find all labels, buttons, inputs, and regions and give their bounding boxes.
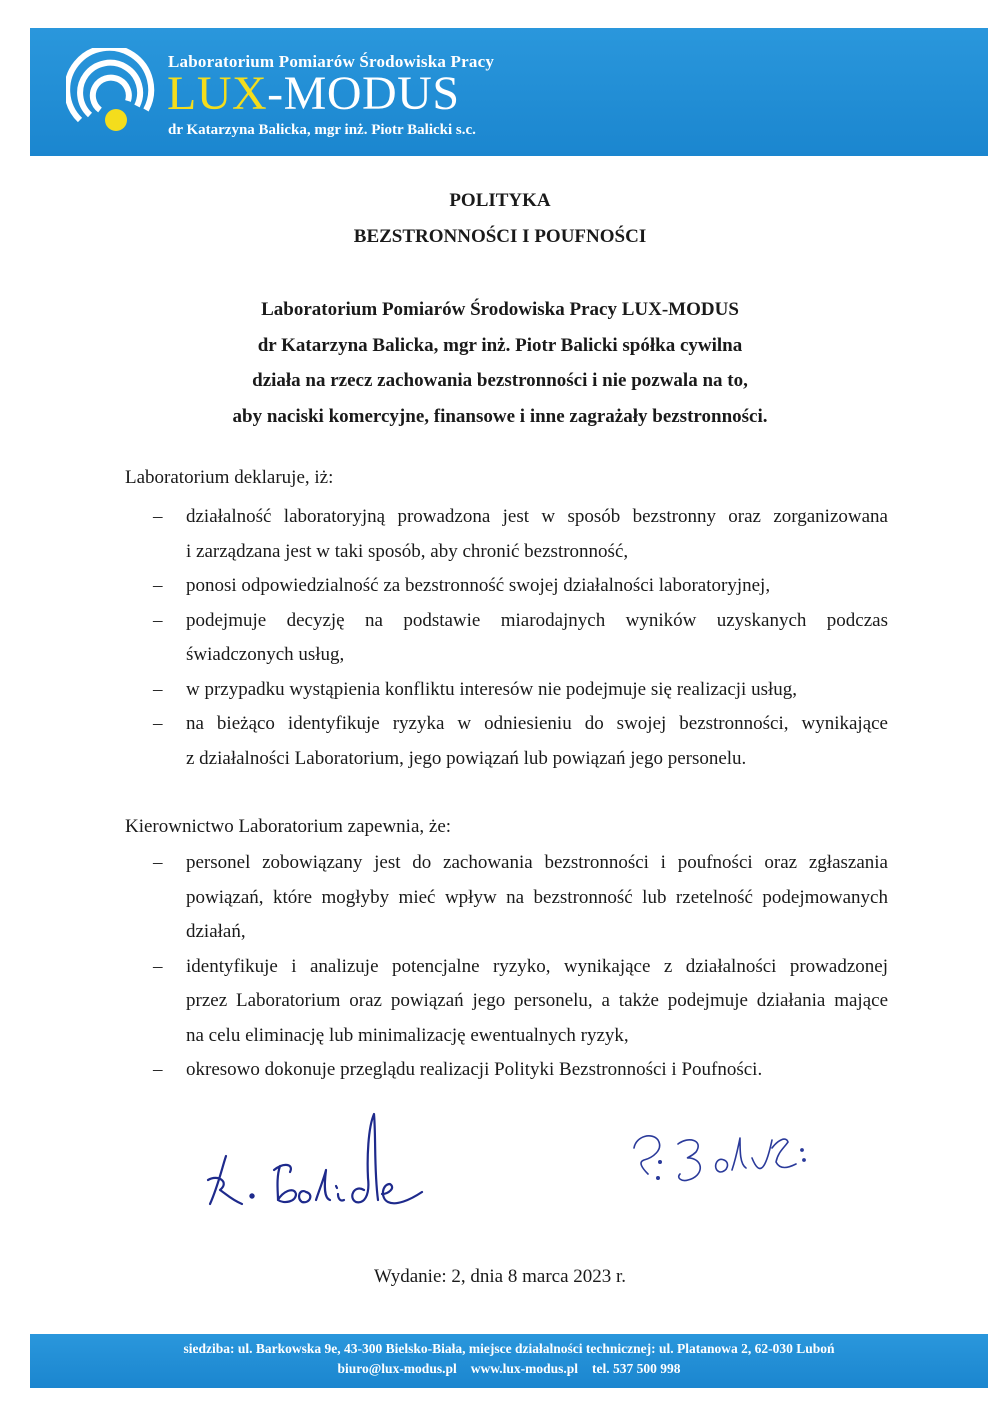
lab-name: Laboratorium Pomiarów Środowiska Pracy — [168, 52, 495, 71]
intro-paragraph — [0, 292, 1000, 434]
brand-dash: - — [267, 67, 284, 120]
list-item — [125, 707, 888, 776]
owners-line: dr Katarzyna Balicka, mgr inż. Piotr Balicki s.c. — [168, 122, 476, 138]
brand-name — [167, 66, 460, 122]
header-band — [30, 28, 988, 156]
list-item — [125, 846, 888, 950]
intro-line: dr Katarzyna Balicka, mgr inż. Piotr Balicki spółka cywilna — [257, 334, 743, 356]
list-item — [125, 569, 888, 604]
bullet-dash: – — [153, 678, 163, 700]
bullet-dash: – — [153, 1059, 163, 1080]
list-item-line: na celu eliminację lub minimalizację ewentualnych ryzyk, — [186, 1024, 629, 1046]
bullet-dash: – — [153, 713, 163, 734]
list-item — [125, 950, 888, 1054]
footer-contact — [30, 1359, 988, 1379]
signature-right — [628, 1118, 848, 1198]
section1-list — [125, 500, 888, 776]
footer-band — [30, 1334, 988, 1388]
bullet-dash: – — [153, 506, 163, 527]
list-item-line: podejmuje decyzję na podstawie miarodajnych wyników uzyskanych podczas — [186, 609, 888, 631]
intro-line: aby naciski komercyjne, finansowe i inne zagrażały bezstronności. — [232, 405, 768, 427]
list-item — [125, 673, 888, 708]
footer-address: siedziba: ul. Barkowska 9e, 43-300 Bielsko-Biała, miejsce działalności technicznej: ul. Platanowa 2, 62-030 Luboń — [183, 1341, 835, 1356]
section2-lead: Kierownictwo Laboratorium zapewnia, że: — [125, 816, 452, 837]
list-item-line: działań, — [186, 921, 246, 942]
intro-line: Laboratorium Pomiarów Środowiska Pracy LUX-MODUS — [261, 299, 739, 320]
list-item — [125, 1053, 888, 1088]
bullet-dash: – — [153, 609, 163, 631]
document-title-line1: POLITYKA — [449, 190, 551, 211]
list-item — [125, 500, 888, 569]
footer-email-link[interactable]: biuro@lux-modus.pl — [337, 1361, 457, 1376]
document-title-line2: BEZSTRONNOŚCI I POUFNOŚCI — [353, 226, 647, 247]
list-item-line: świadczonych usług, — [186, 644, 345, 665]
footer-website-link[interactable]: www.lux-modus.pl — [470, 1361, 579, 1376]
edition-info: Wydanie: 2, dnia 8 marca 2023 r. — [373, 1266, 627, 1287]
brand-modus: MODUS — [283, 67, 460, 120]
brand-lux: LUX — [167, 67, 268, 120]
list-item-line: z działalności Laboratorium, jego powiązań lub powiązań jego personelu. — [186, 747, 747, 769]
list-item-line: w przypadku wystąpienia konfliktu interesów nie podejmuje się realizacji usług, — [186, 678, 797, 700]
list-item-line: na bieżąco identyfikuje ryzyka w odniesieniu do swojej bezstronności, wynikające — [186, 713, 888, 734]
intro-line: działa na rzecz zachowania bezstronności i nie pozwala na to, — [252, 370, 748, 391]
section1-lead: Laboratorium deklaruje, iż: — [125, 467, 334, 488]
list-item-line: działalność laboratoryjną prowadzona jest w sposób bezstronny oraz zorganizowana — [186, 506, 888, 527]
bullet-dash: – — [153, 575, 163, 596]
list-item-line: przez Laboratorium oraz powiązań jego personelu, a także podejmuje działania mające — [186, 990, 888, 1011]
list-item-line: personel zobowiązany jest do zachowania bezstronności i poufności oraz zgłaszania — [186, 852, 888, 873]
bullet-dash: – — [153, 852, 163, 873]
list-item-line: ponosi odpowiedzialność za bezstronność swojej działalności laboratoryjnej, — [186, 575, 771, 596]
list-item-line: i zarządzana jest w taki sposób, aby chronić bezstronność, — [186, 540, 629, 562]
list-item — [125, 604, 888, 673]
list-item-line: okresowo dokonuje przeglądu realizacji Polityki Bezstronności i Poufności. — [186, 1059, 763, 1080]
bullet-dash: – — [153, 955, 163, 977]
signature-left — [196, 1108, 436, 1218]
list-item-line: powiązań, które mogłyby mieć wpływ na bezstronność lub rzetelność podejmowanych — [186, 886, 888, 908]
footer-phone: tel. 537 500 998 — [592, 1361, 681, 1376]
section2-list — [125, 846, 888, 1088]
list-item-line: identyfikuje i analizuje potencjalne ryzyko, wynikające z działalności prowadzonej — [186, 955, 888, 977]
signal-arcs-logo-icon — [66, 48, 156, 138]
